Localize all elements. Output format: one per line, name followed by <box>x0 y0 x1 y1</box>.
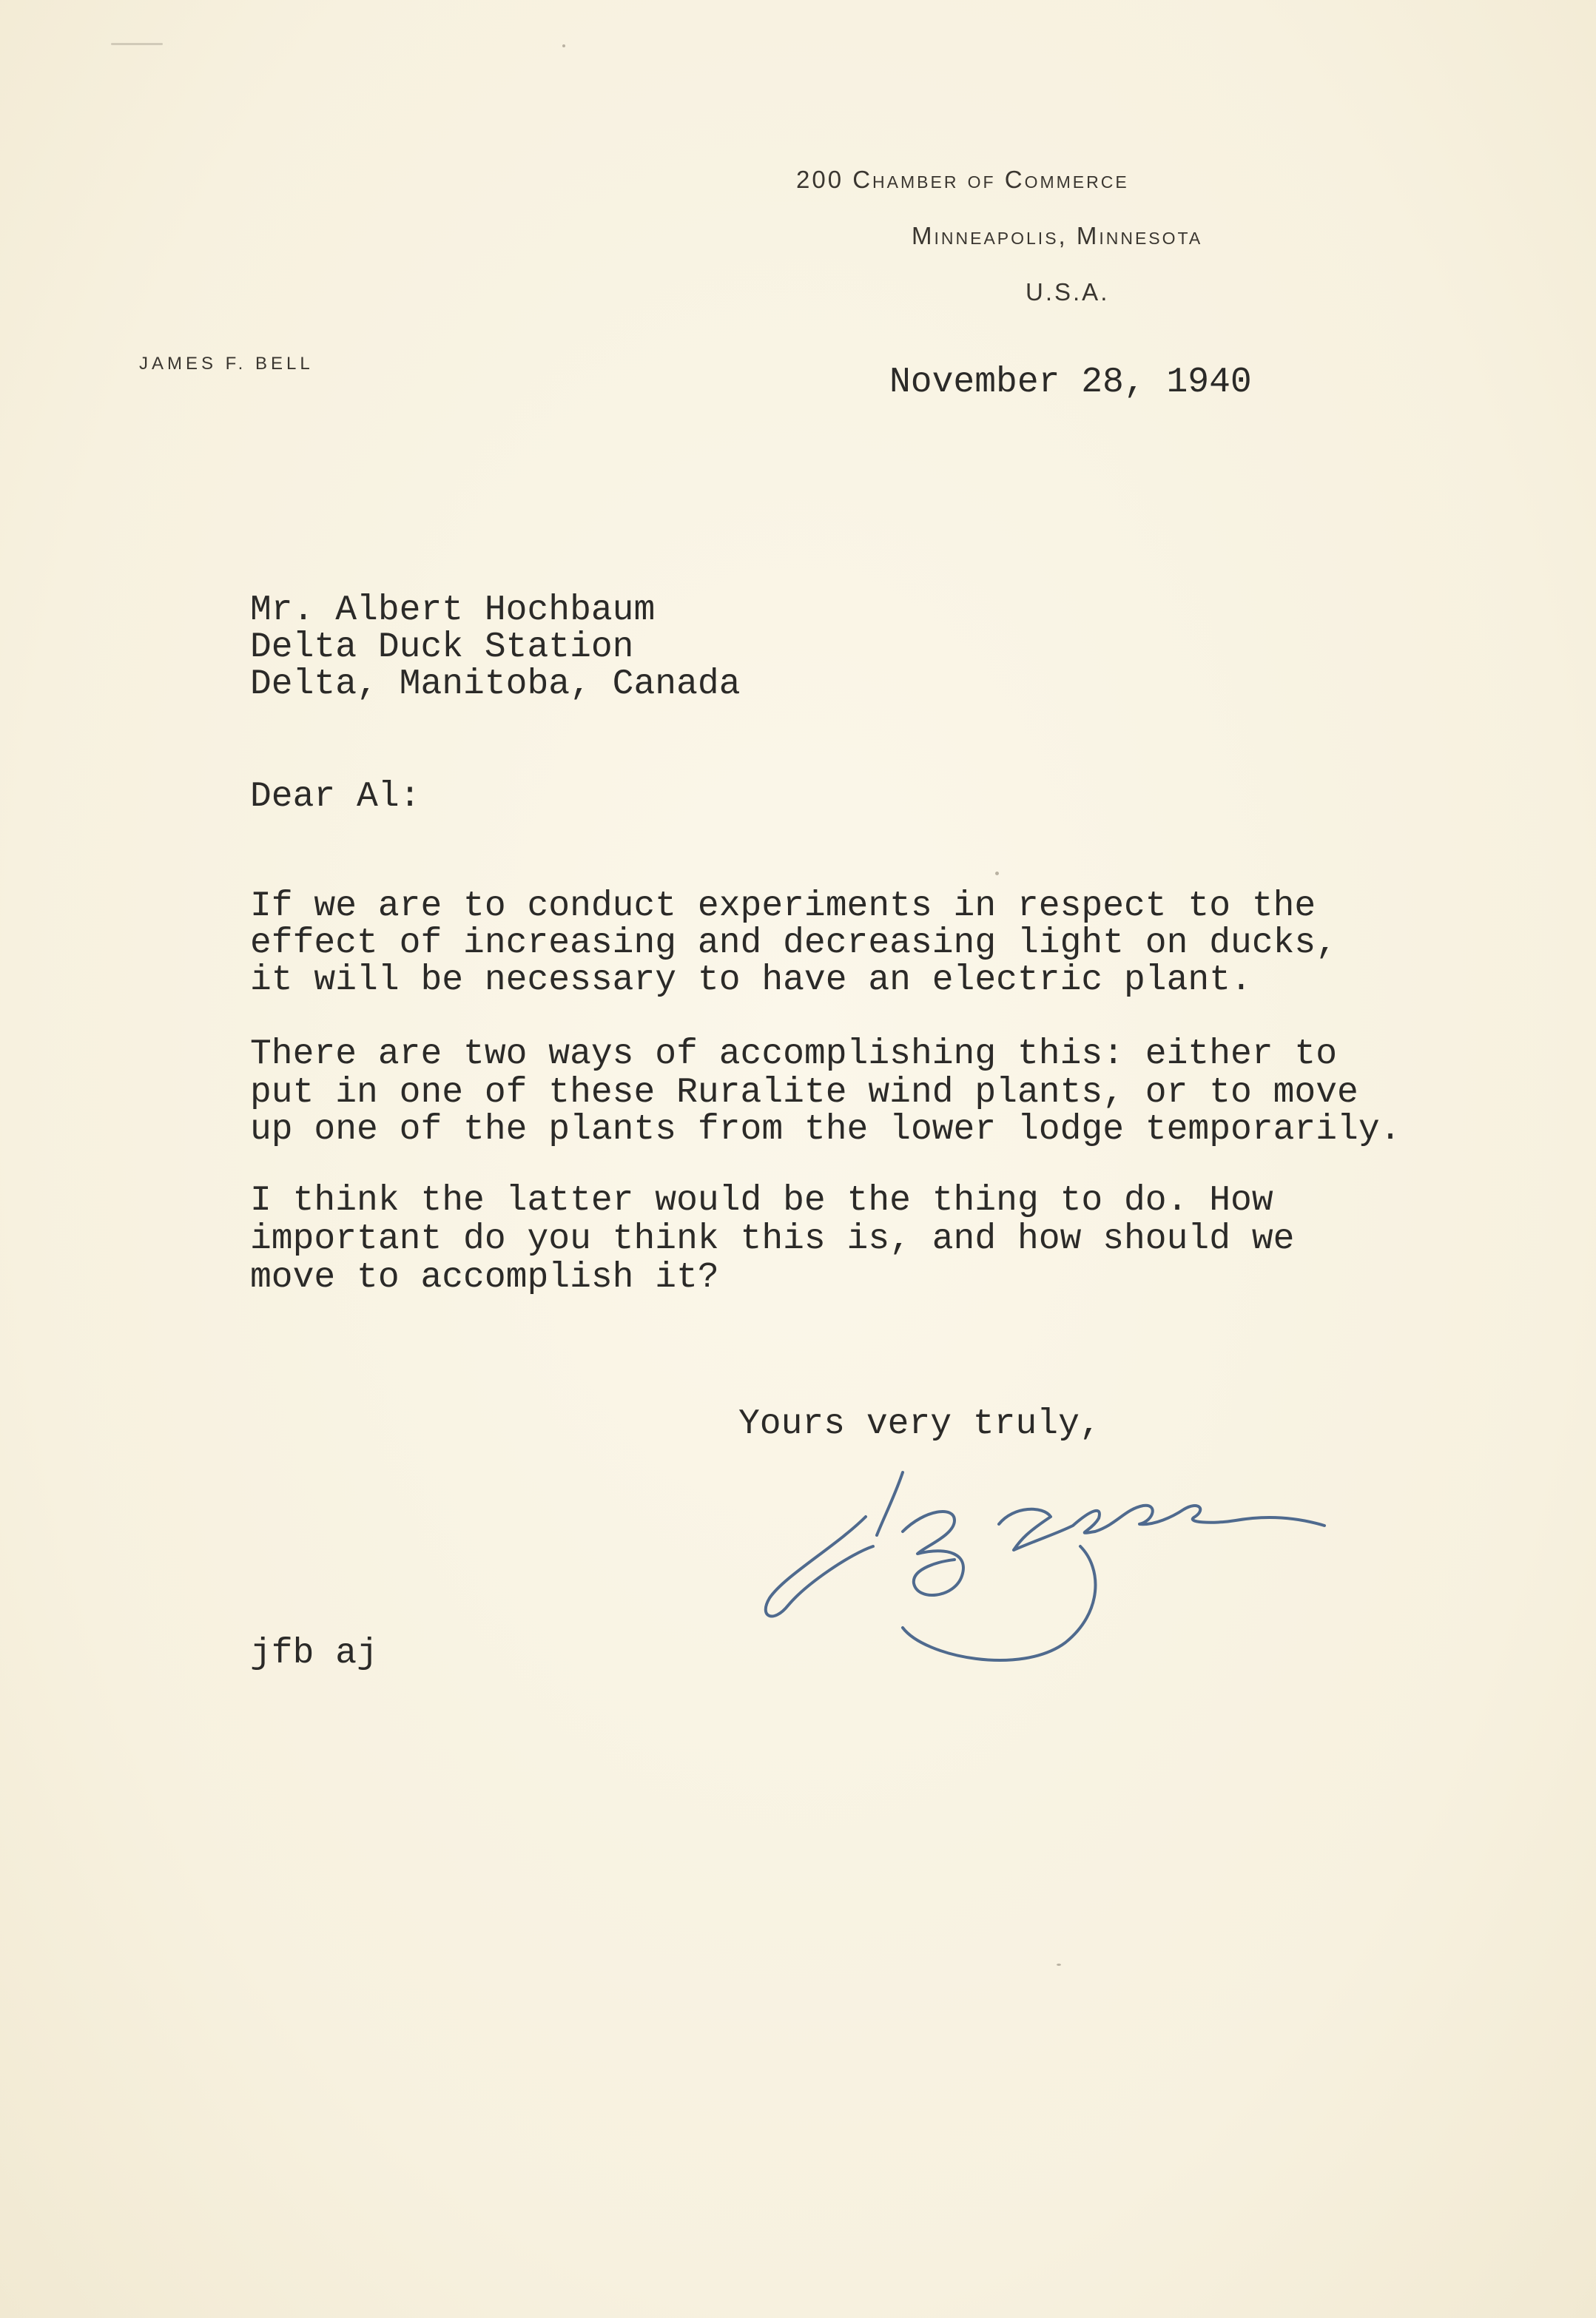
body-paragraph-1-line: effect of increasing and decreasing light on ducks, <box>250 923 1338 963</box>
paper-speck <box>1057 1964 1061 1966</box>
body-paragraph-3-line: important do you think this is, and how should we <box>250 1219 1295 1259</box>
letterhead-address-line3: U.S.A. <box>1026 278 1110 306</box>
salutation: Dear Al: <box>250 777 421 817</box>
letterhead-address-line1: 200 Chamber of Commerce <box>796 166 1129 193</box>
body-paragraph-3-line: move to accomplish it? <box>250 1258 719 1298</box>
body-paragraph-2-line: There are two ways of accomplishing this: either to <box>250 1034 1338 1074</box>
paper-speck <box>995 872 999 875</box>
recipient-line-1: Mr. Albert Hochbaum <box>250 590 656 630</box>
letter-date: November 28, 1940 <box>889 363 1252 402</box>
recipient-line-2: Delta Duck Station <box>250 627 634 667</box>
closing: Yours very truly, <box>738 1404 1101 1444</box>
body-paragraph-1-line: it will be necessary to have an electric plant. <box>250 960 1252 1000</box>
body-paragraph-3-line: I think the latter would be the thing to do. How <box>250 1181 1273 1221</box>
letterhead-address-line2: Minneapolis, Minnesota <box>912 222 1203 249</box>
body-paragraph-1-line: If we are to conduct experiments in respect to the <box>250 886 1316 926</box>
handwritten-signature <box>755 1465 1361 1672</box>
reference-initials: jfb aj <box>250 1634 378 1674</box>
body-paragraph-2-line: up one of the plants from the lower lodge temporarily. <box>250 1110 1401 1150</box>
body-paragraph-2-line: put in one of these Ruralite wind plants, or to move <box>250 1073 1358 1113</box>
letterhead-sender-name: JAMES F. BELL <box>139 354 314 374</box>
paper-speck <box>111 43 163 45</box>
recipient-line-3: Delta, Manitoba, Canada <box>250 664 741 704</box>
paper-speck <box>562 44 565 47</box>
